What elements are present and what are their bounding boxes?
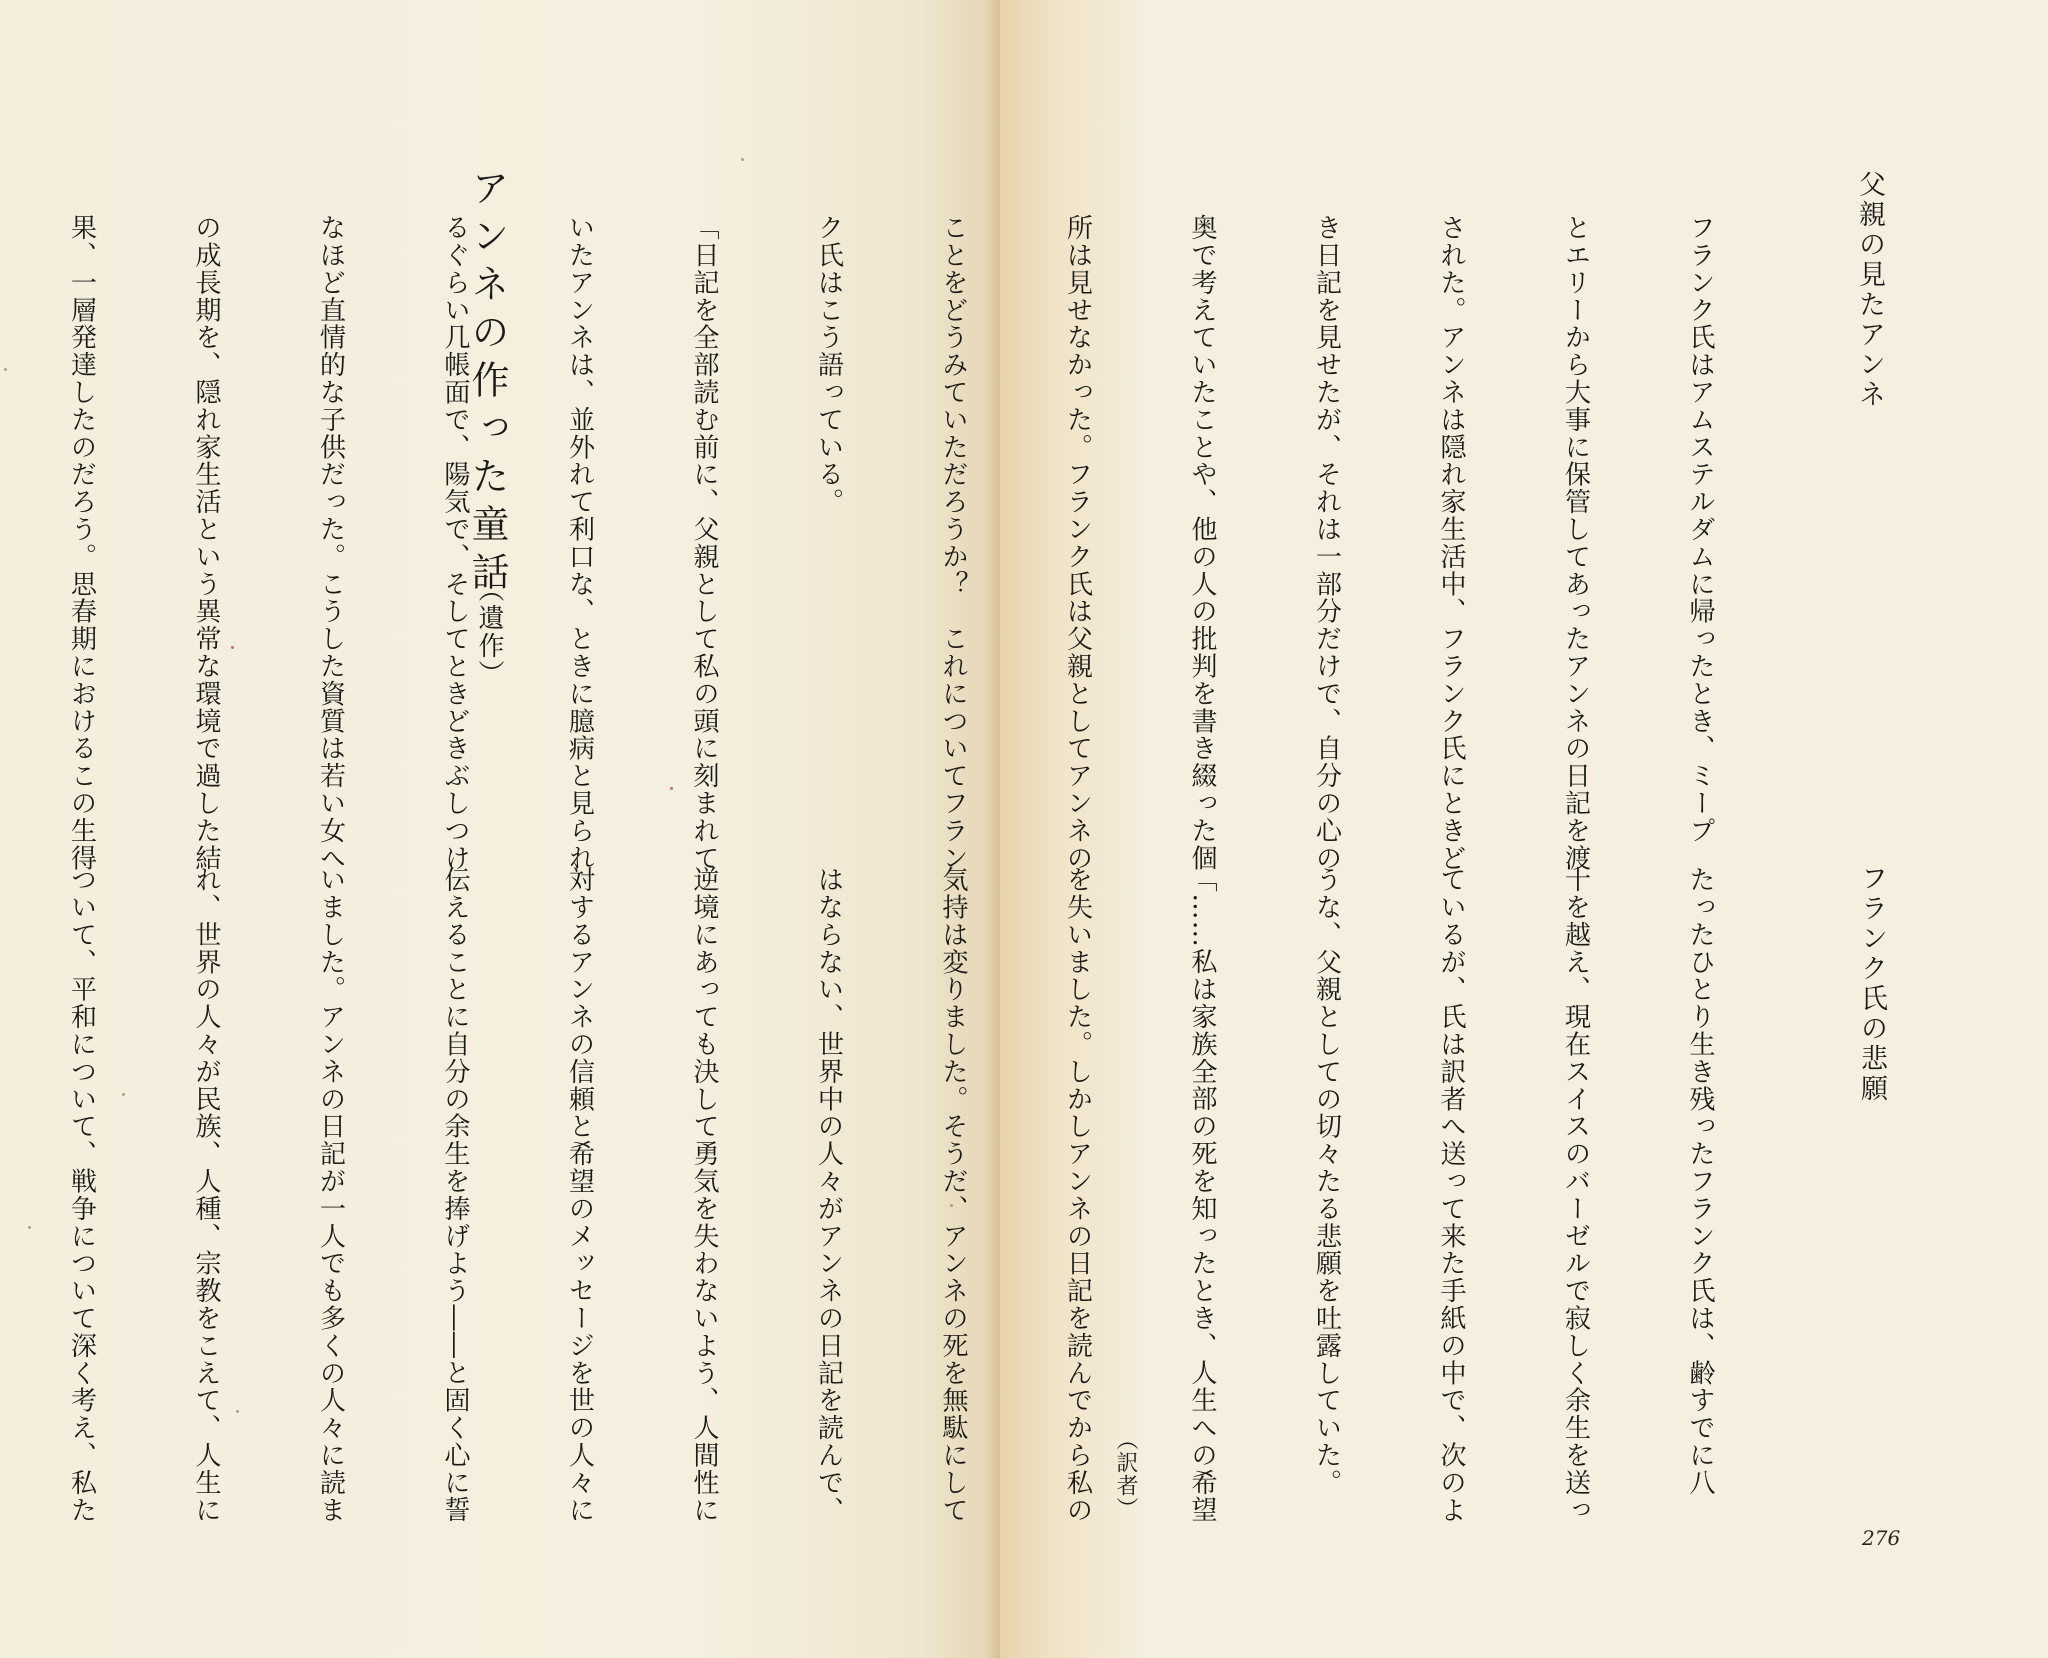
text-column: 対するアンネの信頼と希望のメッセージを世の人々に	[564, 866, 595, 1524]
text-column: れ、世界の人々が民族、人種、宗教をこえて、人生に	[191, 866, 221, 1524]
chapter-subtitle: （遺作）	[474, 576, 504, 688]
text-column: フランク氏はアムステルダムに帰ったとき、ミープ	[1685, 214, 1715, 845]
text-column: 果、一層発達したのだろう。思春期におけるこの生得	[66, 214, 97, 872]
text-column: るぐらい几帳面で、陽気で、そしてときどきぶしつけ	[440, 214, 470, 872]
text-column: ク氏はこう語っている。	[813, 214, 844, 516]
text-column: 気持は変りました。そうだ、アンネの死を無駄にして	[938, 866, 968, 1524]
text-column: いたアンネは、並外れて利口な、ときに臆病と見られ	[564, 214, 595, 872]
text-column: 所は見せなかった。フランク氏は父親としてアンネの	[1062, 214, 1093, 872]
section-heading-frank: フランク氏の悲願	[1856, 864, 1887, 1104]
section-heading-father: 父親の見たアンネ	[1854, 170, 1885, 410]
text-column: を失いました。しかしアンネの日記を読んでから私の	[1062, 866, 1093, 1524]
text-column: たったひとり生き残ったフランク氏は、齢すでに八	[1685, 866, 1715, 1497]
chapter-title: アンネの作った童話	[465, 168, 509, 600]
page-number: 276	[1862, 1526, 1901, 1550]
text-column: 奥で考えていたことや、他の人の批判を書き綴った個	[1187, 214, 1217, 872]
paper-speck	[741, 158, 744, 161]
section-body-frank	[66, 866, 1803, 1524]
text-column: はならない、世界中の人々がアンネの日記を読んで、	[813, 866, 844, 1524]
text-column: ことをどうみていただろうか？ これについてフラン	[938, 214, 968, 872]
text-column: された。アンネは隠れ家生活中、フランク氏にときど	[1436, 214, 1466, 872]
translator-note: （訳者）	[1113, 1428, 1138, 1520]
text-column: いました。アンネの日記が一人でも多くの人々に読ま	[315, 866, 346, 1524]
text-column: とエリーから大事に保管してあったアンネの日記を渡	[1560, 214, 1591, 872]
text-column: き日記を見せたが、それは一部分だけで、自分の心の	[1311, 214, 1342, 872]
text-column: なほど直情的な子供だった。こうした資質は若い女へ	[315, 214, 346, 872]
text-column: ているが、氏は訳者へ送って来た手紙の中で、次のよ	[1436, 866, 1466, 1524]
text-column: の成長期を、隠れ家生活という異常な環境で過した結	[191, 214, 221, 872]
text-column: ついて、平和について、戦争について深く考え、私た	[66, 866, 97, 1524]
text-column: 伝えることに自分の余生を捧げよう――と固く心に誓	[440, 866, 470, 1524]
text-column: 「日記を全部読む前に、父親として私の頭に刻まれて	[689, 214, 719, 872]
text-column: うな、父親としての切々たる悲願を吐露していた。	[1311, 866, 1342, 1497]
text-column: 十を越え、現在スイスのバーゼルで寂しく余生を送っ	[1560, 866, 1591, 1524]
text-column: 「……私は家族全部の死を知ったとき、人生への希望	[1187, 866, 1217, 1524]
text-column: 逆境にあっても決して勇気を失わないよう、人間性に	[689, 866, 719, 1524]
